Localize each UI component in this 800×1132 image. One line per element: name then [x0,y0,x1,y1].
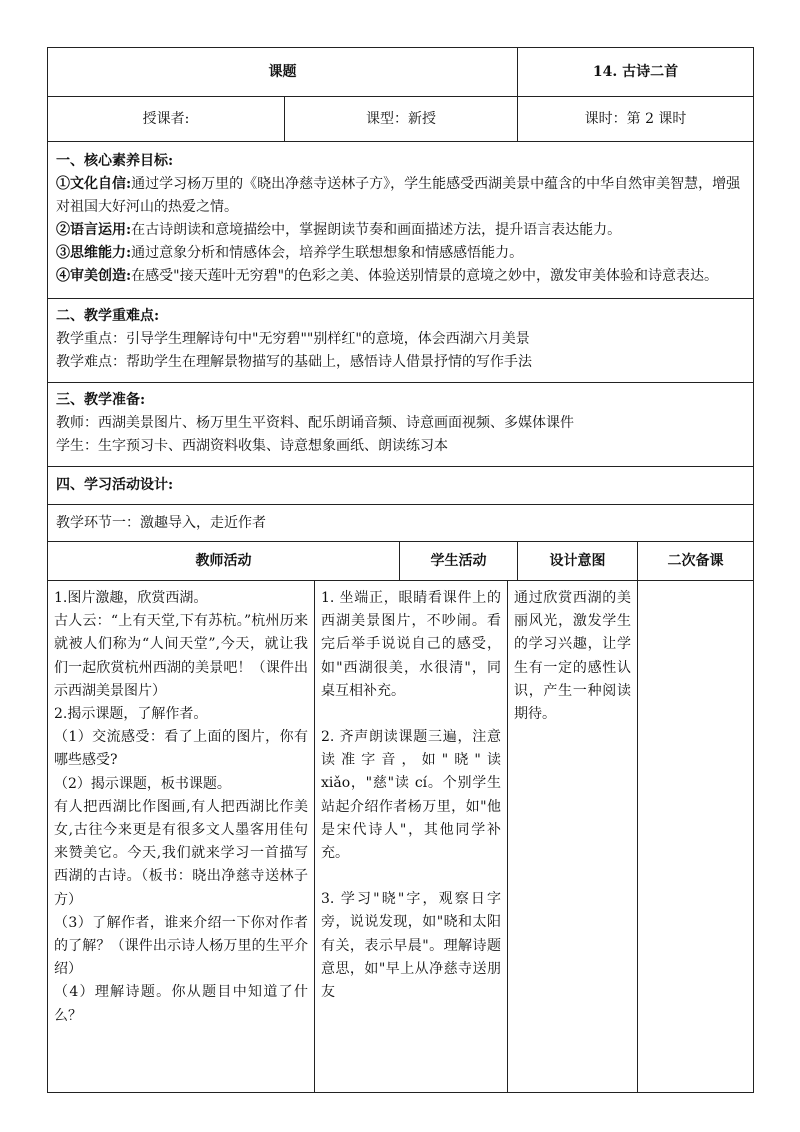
section-activities-title: 四、学习活动设计: [56,477,174,493]
teacher-activity-cell [48,581,315,1093]
goal-text: 在感受"接天莲叶无穷碧"的色彩之美、体验送别情景的意境之妙中，激发审美体验和诗意表达。 [131,268,719,284]
section-goals-title: 一、核心素养目标: [56,153,174,169]
col-design-intent: 设计意图 [518,542,638,581]
lesson-period: 课时：第 2 课时 [518,97,754,142]
goal-label: ①文化自信: [56,176,132,192]
teacher-step: （4）理解诗题。你从题目中知道了什么？ [54,984,308,1024]
teacher-step: （3）了解作者，谁来介绍一下你对作者的了解？（课件出示诗人杨万里的生平介绍） [54,914,308,978]
section-activities [48,467,754,505]
second-prep-cell [638,581,754,1093]
teacher-step: 2.揭示课题，了解作者。 [54,706,208,723]
activity-header-row [48,542,754,581]
student-step: 2. 齐声朗读课题三遍，注意读准字音，如"晓"读 xiǎo，"慈"读 cí。个别学生站起介绍作者杨万里，如"他是宋代诗人"，其他同学补充。 [321,729,501,862]
teaching-link-1: 教学环节一：激趣导入，走近作者 [48,505,754,542]
section-preparation [48,383,754,467]
header-row [48,48,754,97]
student-step: 1. 坐端正，眼睛看课件上的西湖美景图片，不吵闹。看完后举手说说自己的感受，如"西湖很美，水很清"，同桌互相补充。 [321,590,501,699]
activity-content-row [48,581,754,1093]
student-step: 3. 学习"晓"字，观察日字旁，说说发现，如"晓和太阳有关，表示早晨"。理解诗题意思，如"早上从净慈寺送朋友 [321,891,501,1001]
section-key-points-title: 二、教学重难点: [56,308,160,324]
prep-teacher-line: 教师：西湖美景图片、杨万里生平资料、配乐朗诵音频、诗意画面视频、多媒体课件 [56,415,574,431]
student-activity-cell [315,581,508,1093]
teacher-step: （2）揭示课题，板书课题。 [54,775,231,792]
col-second-prep: 二次备课 [638,542,754,581]
goal-item [56,265,747,288]
teacher-field: 授课者: [48,97,285,142]
lesson-plan-page [47,47,753,1093]
activity-table [47,580,754,1093]
section-preparation-title: 三、教学准备: [56,392,146,408]
teacher-step: 有人把西湖比作图画,有人把西湖比作美女,古往今来更是有很多文人墨客用佳句来赞美它。今天,我们就来学习一首描写西湖的古诗。（板书：晓出净慈寺送林子方） [54,798,308,908]
key-point-line: 教学重点：引导学生理解诗句中"无穷碧""别样红"的意境，体会西湖六月美景 [56,331,530,347]
section-goals [48,142,754,299]
difficulty-line: 教学难点：帮助学生在理解景物描写的基础上，感悟诗人借景抒情的写作手法 [56,354,532,370]
goal-label: ③思维能力: [56,245,132,261]
teaching-link-row [48,505,754,542]
goal-label: ④审美创造: [56,268,132,284]
goal-item [56,242,747,265]
goal-item [56,173,747,219]
goal-text: 通过意象分析和情感体会，培养学生联想想象和情感感悟能力。 [131,245,524,261]
topic-label: 课题 [48,48,518,97]
design-intent-text: 通过欣赏西湖的美丽风光，激发学生的学习兴趣，让学生有一定的感性认识，产生一种阅读期待。 [514,590,631,723]
goal-label: ②语言运用: [56,222,132,238]
info-row [48,97,754,142]
col-teacher-activity: 教师活动 [48,542,400,581]
goal-text: 在古诗朗读和意境描绘中，掌握朗读节奏和画面描述方法，提升语言表达能力。 [131,222,622,238]
col-student-activity: 学生活动 [400,542,518,581]
teacher-step: 古人云：“上有天堂,下有苏杭。”杭州历来就被人们称为“人间天堂”,今天，就让我们一起欣赏杭州西湖的美景吧！（课件出示西湖美景图片） [54,613,308,699]
topic-value: 14. 古诗二首 [518,48,754,97]
design-intent-cell [508,581,638,1093]
lesson-type: 课型：新授 [285,97,518,142]
prep-student-line: 学生：生字预习卡、西湖资料收集、诗意想象画纸、朗读练习本 [56,438,448,454]
teacher-step: 1.图片激趣，欣赏西湖。 [54,590,208,606]
teacher-step: （1）交流感受：看了上面的图片，你有哪些感受? [54,729,308,769]
lesson-plan-table [47,47,754,581]
goal-item [56,219,747,242]
section-key-points [48,299,754,383]
goal-text: 通过学习杨万里的《晓出净慈寺送林子方》，学生能感受西湖美景中蕴含的中华自然审美智慧，增强对祖国大好河山的热爱之情。 [56,176,741,215]
